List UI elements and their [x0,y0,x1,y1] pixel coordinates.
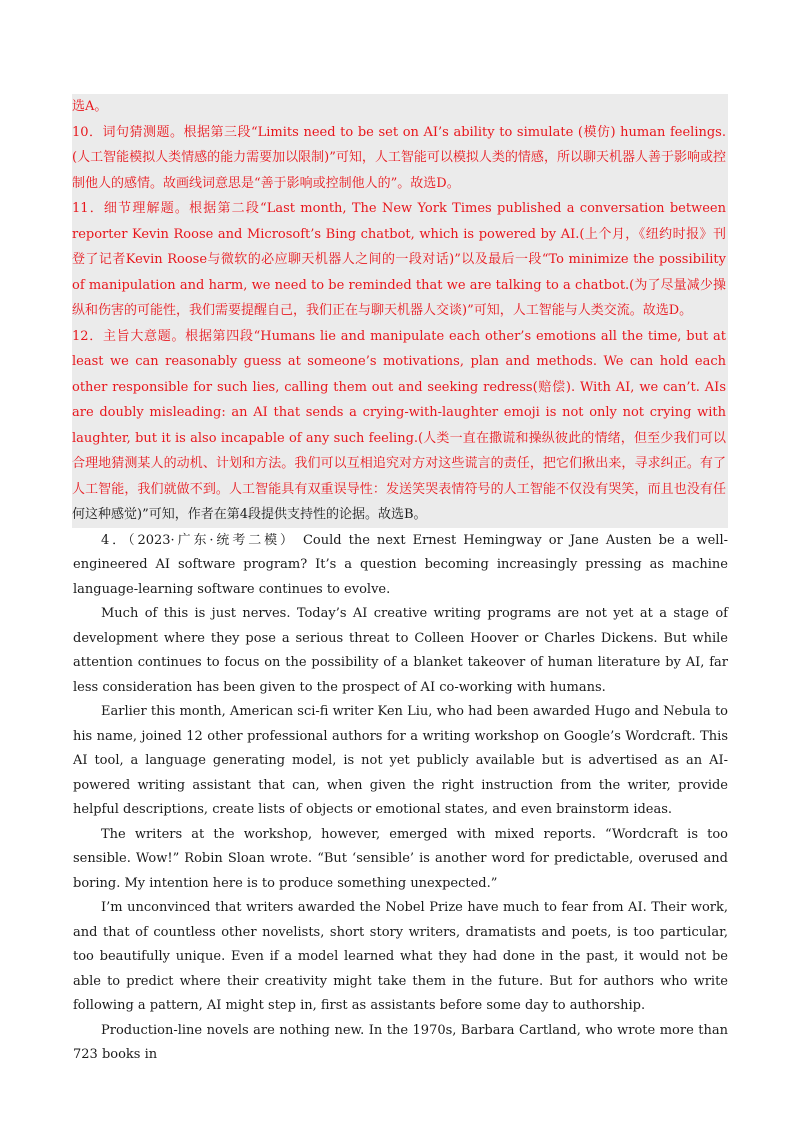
passage-paragraph: Much of this is just nerves. Today’s AI creative writing programs are not yet at a stage of development where they pose a serious threat to Colleen Hoover or Charles Dickens. But while attention continues to focus on the possibility of a blanket takeover of human literature by AI, far less consideration has been given to the prospect of AI co-working with humans. [73,606,728,695]
answer-q12-black: 何这种感觉)”可知，作者在第4段提供支持性的论据。故选B。 [72,507,427,522]
passage-paragraph: The writers at the workshop, however, emerged with mixed reports. “Wordcraft is too sensible. Wow!” Robin Sloan wrote. “But ‘sensible’ is another word for predictable, overused and boring. My intention here is to produce something unexpected.” [73,826,728,891]
answer-a-tail: 选A。 [72,99,108,114]
answer-q12-red: 12．主旨大意题。根据第四段“Humans lie and manipulate each other’s emotions all the time, but at least we can reasonably guess at someone’s motivations, plan and methods. We can hold each other responsible for such lies, calling them out and seeking redress(赔偿). With AI, we can’t. AIs are doubly misleading: an AI that sends a crying-with-laughter emoji is not only not crying with laughter, but it is also incapable of any such feeling.(人类一直在撒谎和操纵彼此的情绪，但至少我们可以合理地猜测某人的动机、计划和方法。我们可以互相追究对方对这些谎言的责任，把它们揪出来，寻求纠正。有了人工智能，我们就做不到。人工智能具有双重误导性：发送笑哭表情符号的人工智能不仅没有哭笑，而且也没有任 [72,328,726,497]
passage-paragraph: I’m unconvinced that writers awarded the Nobel Prize have much to fear from AI. Their work, and that of countless other novelists, short story writers, dramatists and poets, is too particular, too beautifully unique. Even if a model learned what they had done in the past, it would not be able to predict where their creativity might take them in the future. But for authors who write following a pattern, AI might step in, first as assistants before some day to authorship. [73,900,728,1013]
document-page [73,94,728,1068]
answer-q10: 10．词句猜测题。根据第三段“Limits need to be set on AI’s ability to simulate (模仿) human feelings.(人工智能模拟人类情感的能力需要加以限制)”可知，人工智能可以模拟人类的情感，所以聊天机器人善于影响或控制他人的感情。故画线词意思是“善于影响或控制他人的”。故选D。 [72,124,726,191]
question-4-intro: 4．（2023·广东·统考二模） Could the next Ernest Hemingway or Jane Austen be a well-engineered AI software program? It’s a question becoming increasingly pressing as machine language-learning software continues to evolve. [73,532,728,597]
passage-paragraph: Earlier this month, American sci-fi writer Ken Liu, who had been awarded Hugo and Nebula to his name, joined 12 other professional authors for a writing workshop on Google’s Wordcraft. This AI tool, a language generating model, is not yet publicly available but is advertised as an AI-powered writing assistant that can, when given the right instruction from the writer, provide helpful descriptions, create lists of objects or emotional states, and even brainstorm ideas. [73,704,728,817]
reading-passage [73,529,728,1068]
answer-explanation-block [72,94,728,528]
answer-q12 [72,324,726,528]
passage-paragraph: Production-line novels are nothing new. In the 1970s, Barbara Cartland, who wrote more than 723 books in [73,1022,728,1062]
answer-q11: 11．细节理解题。根据第二段“Last month, The New York Times published a conversation between reporter Kevin Roose and Microsoft’s Bing chatbot, which is powered by AI.(上个月，《纽约时报》刊登了记者Kevin Roose与微软的必应聊天机器人之间的一段对话)”以及最后一段“To minimize the possibility of manipulation and harm, we need to be reminded that we are talking to a chatbot.(为了尽量减少操纵和伤害的可能性，我们需要提醒自己，我们正在与聊天机器人交谈)”可知，人工智能与人类交流。故选D。 [72,201,726,318]
